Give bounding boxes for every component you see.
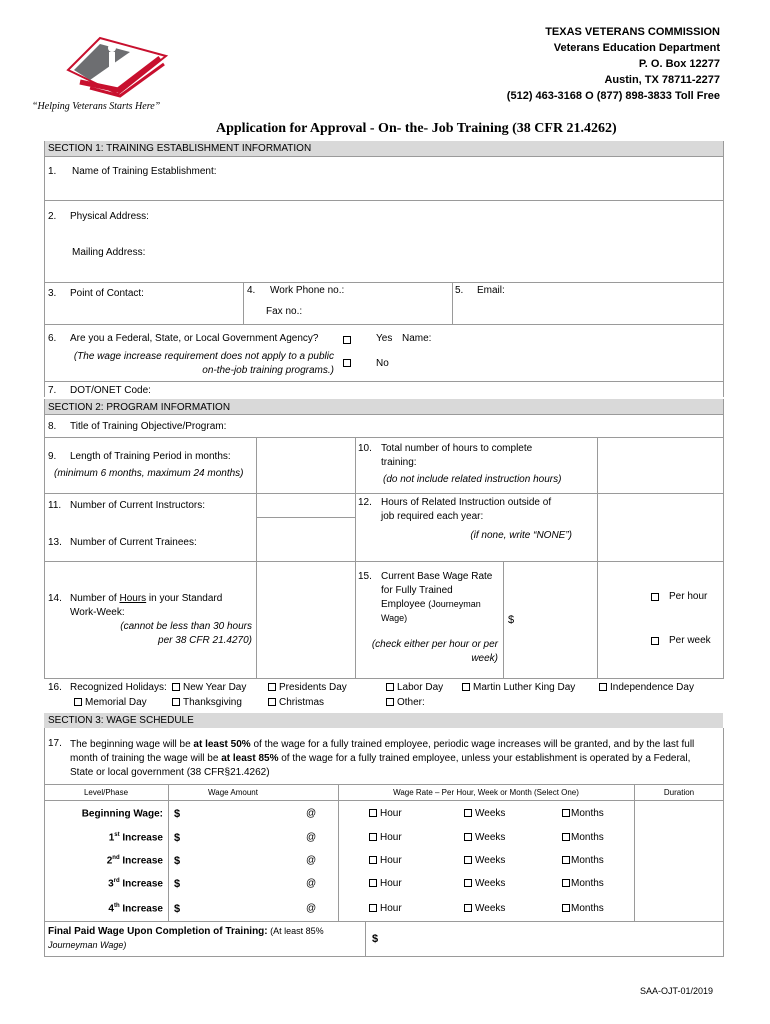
- rate-weeks-option[interactable]: [464, 855, 505, 866]
- agency-box: P. O. Box 12277: [638, 58, 720, 70]
- checkbox-icon: [74, 698, 82, 706]
- rate-hour-label: Hour: [380, 808, 402, 819]
- gov-yes-label: Yes: [376, 333, 393, 344]
- q14-note-1: (cannot be less than 30 hours: [120, 621, 252, 632]
- wage-at-sign: @: [306, 903, 317, 914]
- section-3-title: SECTION 3: WAGE SCHEDULE: [48, 715, 194, 726]
- checkbox-icon: [562, 904, 570, 912]
- gov-name-label: Name:: [402, 333, 432, 344]
- q17-text-c: of the wage for a fully trained employee, periodic wage increases will be granted, and by the last full: [250, 739, 695, 750]
- wage-dollar: $: [174, 903, 181, 915]
- trainees-field[interactable]: [258, 520, 353, 558]
- rate-hour-option[interactable]: [369, 878, 402, 889]
- q11-number: 11.: [48, 500, 62, 511]
- form-code: SAA-OJT-01/2019: [640, 986, 714, 996]
- wage-dollar: $: [174, 878, 181, 890]
- final-wage-dollar: $: [372, 933, 379, 945]
- q17-text-d: month of training the wage will be: [70, 753, 222, 764]
- q15-label-3: [381, 599, 481, 610]
- q15-text-employee: Employee: [381, 599, 426, 610]
- rate-hour-option[interactable]: [369, 832, 402, 843]
- rate-weeks-label: Weeks: [475, 878, 506, 889]
- per-week-label: Per week: [669, 635, 711, 646]
- q9-note: (minimum 6 months, maximum 24 months): [54, 468, 244, 479]
- wage-level-label: [44, 878, 163, 889]
- rate-weeks-option[interactable]: [464, 878, 505, 889]
- q7-label: DOT/ONET Code:: [70, 385, 151, 396]
- checkbox-icon: [268, 683, 276, 691]
- q8-label: Title of Training Objective/Program:: [70, 421, 227, 432]
- rate-hour-option[interactable]: [369, 903, 402, 914]
- q15-note-2: week): [471, 653, 498, 664]
- rate-hour-label: Hour: [380, 903, 402, 914]
- checkbox-icon: [599, 683, 607, 691]
- wage-at-sign: @: [306, 855, 317, 866]
- holiday-label: Independence Day: [610, 682, 694, 693]
- rate-months-option[interactable]: [562, 878, 604, 889]
- q17-bold-85: at least 85%: [221, 753, 279, 764]
- level-suffix: Increase: [119, 855, 163, 867]
- holiday-label: Martin Luther King Day: [473, 682, 576, 693]
- q9-label: Length of Training Period in months:: [70, 451, 231, 462]
- rate-months-option[interactable]: [562, 855, 604, 866]
- q13-number: 13.: [48, 537, 62, 548]
- q14-text-a: Number of: [70, 593, 120, 604]
- rate-weeks-label: Weeks: [475, 808, 506, 819]
- fax-label: Fax no.:: [266, 306, 303, 317]
- level-text: 4: [108, 903, 114, 915]
- level-text: 2: [106, 855, 113, 867]
- checkbox-icon: [369, 833, 377, 841]
- wage-amount-field[interactable]: [184, 900, 294, 918]
- rate-hour-label: Hour: [380, 878, 402, 889]
- level-sup: st: [114, 832, 120, 838]
- holiday-independence[interactable]: [599, 682, 694, 693]
- wage-dollar: $: [174, 832, 181, 844]
- agency-name: TEXAS VETERANS COMMISSION: [545, 26, 720, 38]
- section-1-title: SECTION 1: TRAINING ESTABLISHMENT INFORMATION: [48, 143, 312, 154]
- q9-number: 9.: [48, 451, 57, 462]
- final-wage-note: (At least 85%: [267, 926, 324, 936]
- checkbox-icon: [464, 904, 472, 912]
- work-week-hours-field[interactable]: [258, 564, 353, 676]
- rate-hour-option[interactable]: [369, 855, 402, 866]
- q10-label-1: Total number of hours to complete: [381, 443, 533, 454]
- wage-amount-field[interactable]: [184, 852, 294, 870]
- q3-number: 3.: [48, 288, 57, 299]
- duration-field[interactable]: [637, 805, 721, 823]
- q15-label-4: Wage): [381, 613, 408, 623]
- q5-number: 5.: [455, 285, 464, 296]
- q1-number: 1.: [48, 166, 57, 177]
- related-hours-field[interactable]: [599, 496, 721, 558]
- checkbox-icon: [562, 833, 570, 841]
- checkbox-icon: [562, 856, 570, 864]
- q6-note-1: (The wage increase requirement does not apply to a public: [73, 351, 334, 362]
- wage-at-sign: @: [306, 878, 317, 889]
- q17-text-f: of the wage for a fully trained employee, unless your establishment is operated by a Federal,: [278, 753, 691, 764]
- form-title: Application for Approval - On- the- Job Training (38 CFR 21.4262): [216, 121, 617, 136]
- agency-address: [360, 24, 720, 104]
- checkbox-icon: [369, 856, 377, 864]
- checkbox-icon: [369, 809, 377, 817]
- wage-dollar: $: [174, 808, 181, 820]
- total-hours-field[interactable]: [599, 440, 721, 490]
- checkbox-icon: [369, 879, 377, 887]
- q6-number: 6.: [48, 333, 57, 344]
- q17-text: [70, 738, 722, 780]
- base-wage-field[interactable]: [518, 608, 594, 632]
- q12-number: 12.: [358, 497, 372, 508]
- level-suffix: Increase: [119, 903, 163, 915]
- holiday-label: Christmas: [279, 697, 325, 708]
- q15-label-1: Current Base Wage Rate: [381, 571, 493, 582]
- checkbox-icon: [172, 698, 180, 706]
- mailing-address-label: Mailing Address:: [72, 247, 146, 258]
- holiday-new-year[interactable]: [172, 682, 246, 693]
- checkbox-icon: [369, 904, 377, 912]
- q10-number: 10.: [358, 443, 372, 454]
- holiday-label: Memorial Day: [85, 697, 147, 708]
- rate-months-label: Months: [571, 903, 604, 914]
- holiday-memorial[interactable]: [74, 697, 147, 708]
- agency-city: Austin, TX 78711-2277: [604, 74, 720, 86]
- rate-months-label: Months: [571, 832, 604, 843]
- q10-label-2: training:: [381, 457, 417, 468]
- rate-months-option[interactable]: [562, 903, 604, 914]
- instructors-field[interactable]: [258, 496, 353, 515]
- rate-months-label: Months: [571, 878, 604, 889]
- checkbox-icon: [464, 809, 472, 817]
- rate-months-option[interactable]: [562, 808, 604, 819]
- wage-amount-field[interactable]: [184, 805, 294, 823]
- holiday-label: Thanksgiving: [183, 697, 242, 708]
- holiday-thanksgiving[interactable]: [172, 697, 242, 708]
- logo: [60, 30, 170, 100]
- wage-amount-field[interactable]: [184, 829, 294, 847]
- holiday-other[interactable]: [386, 697, 425, 708]
- level-text: 1: [108, 832, 115, 844]
- wage-at-sign: @: [306, 832, 317, 843]
- q6-label: Are you a Federal, State, or Local Government Agency?: [70, 333, 319, 344]
- rate-hour-label: Hour: [380, 855, 402, 866]
- rate-weeks-option[interactable]: [464, 832, 505, 843]
- agency-dept: Veterans Education Department: [553, 42, 720, 54]
- holiday-labor[interactable]: [386, 682, 443, 693]
- q12-note: (if none, write “NONE”): [470, 530, 572, 541]
- q6-note-2: on-the-job training programs.): [202, 365, 334, 376]
- q2-label: Physical Address:: [70, 211, 149, 222]
- training-length-field[interactable]: [258, 440, 353, 490]
- rate-weeks-label: Weeks: [475, 832, 506, 843]
- q12-label-2: job required each year:: [381, 511, 484, 522]
- establishment-name-field[interactable]: [230, 160, 720, 196]
- level-sup: rd: [113, 878, 120, 884]
- q4-number: 4.: [247, 285, 256, 296]
- q14-text-b: in your Standard: [146, 593, 223, 604]
- rate-weeks-label: Weeks: [475, 855, 506, 866]
- q15-text-journeyman: (Journeyman: [428, 599, 481, 609]
- rate-weeks-option[interactable]: [464, 903, 505, 914]
- wage-level-label: [44, 855, 163, 866]
- checkbox-icon: [464, 833, 472, 841]
- q15-label-2: for Fully Trained: [381, 585, 453, 596]
- holiday-presidents[interactable]: [268, 682, 347, 693]
- wage-dollar: $: [174, 855, 181, 867]
- col-level-header: Level/Phase: [83, 788, 129, 797]
- checkbox-icon: [562, 879, 570, 887]
- q14-number: 14.: [48, 593, 62, 604]
- checkbox-icon: [386, 698, 394, 706]
- agency-phone: (512) 463-3168 O (877) 898-3833 Toll Free: [506, 90, 720, 102]
- gov-yes-checkbox[interactable]: [343, 336, 351, 344]
- q14-label-1: [70, 593, 222, 604]
- final-wage-field[interactable]: [382, 926, 720, 952]
- q16-label: Recognized Holidays:: [70, 682, 167, 693]
- section-2-title: SECTION 2: PROGRAM INFORMATION: [48, 402, 231, 413]
- level-suffix: Increase: [119, 832, 163, 844]
- q10-note: (do not include related instruction hours): [383, 474, 562, 485]
- q17-number: 17.: [48, 738, 62, 749]
- q17-bold-50: at least 50%: [193, 739, 251, 750]
- col-duration-header: Duration: [663, 788, 695, 797]
- checkbox-icon: [172, 683, 180, 691]
- rate-hour-option[interactable]: [369, 808, 402, 819]
- level-suffix: Increase: [119, 878, 163, 890]
- q14-text-hours: Hours: [119, 593, 147, 604]
- rate-hour-label: Hour: [380, 832, 402, 843]
- wage-level-label: [44, 903, 163, 914]
- q1-text: Name of Training Establishment: [72, 166, 214, 177]
- physical-address-field[interactable]: [160, 204, 720, 234]
- slogan: “Helping Veterans Starts Here”: [32, 101, 161, 112]
- mailing-address-field[interactable]: [160, 240, 720, 278]
- q14-note-2: per 38 CFR 21.4270): [158, 635, 252, 646]
- q16-number: 16.: [48, 682, 62, 693]
- per-hour-checkbox[interactable]: [651, 593, 659, 601]
- base-wage-dollar: $: [508, 614, 515, 626]
- duration-field[interactable]: [637, 875, 721, 893]
- final-wage-label-2: Journeyman Wage): [48, 940, 127, 950]
- rate-months-option[interactable]: [562, 832, 604, 843]
- gov-no-checkbox[interactable]: [343, 359, 351, 367]
- checkbox-icon: [464, 856, 472, 864]
- q1-label: Name of Training Establishment:: [72, 166, 217, 177]
- checkbox-icon: [386, 683, 394, 691]
- final-wage-bold: Final Paid Wage Upon Completion of Training:: [48, 926, 268, 937]
- per-week-checkbox[interactable]: [651, 637, 659, 645]
- q8-number: 8.: [48, 421, 57, 432]
- checkbox-icon: [562, 809, 570, 817]
- holiday-label: New Year Day: [183, 682, 247, 693]
- q14-label-2: Work-Week:: [70, 607, 125, 618]
- q17-text-g: State or local government (38 CFR§21.4262): [70, 767, 270, 778]
- level-sup: th: [113, 903, 120, 909]
- holiday-mlk[interactable]: [462, 682, 575, 693]
- holiday-label: Labor Day: [397, 682, 444, 693]
- q5-label: Email:: [477, 285, 505, 296]
- duration-field[interactable]: [637, 829, 721, 847]
- q11-label: Number of Current Instructors:: [70, 500, 206, 511]
- q7-number: 7.: [48, 385, 57, 396]
- rate-months-label: Months: [571, 855, 604, 866]
- final-wage-label: [48, 926, 324, 937]
- holiday-label: Other:: [397, 697, 425, 708]
- per-hour-label: Per hour: [669, 591, 708, 602]
- checkbox-icon: [268, 698, 276, 706]
- rate-weeks-label: Weeks: [475, 903, 506, 914]
- col-rate-header: Wage Rate – Per Hour, Week or Month (Select One): [393, 788, 579, 797]
- level-text: Beginning Wage:: [81, 808, 163, 820]
- level-text: 3: [108, 878, 114, 890]
- gov-no-label: No: [376, 358, 389, 369]
- q3-label: Point of Contact:: [70, 288, 144, 299]
- holiday-label: Presidents Day: [279, 682, 347, 693]
- q13-label: Number of Current Trainees:: [70, 537, 197, 548]
- q4-label: Work Phone no.:: [270, 285, 345, 296]
- q17-text-a: The beginning wage will be: [70, 739, 194, 750]
- q2-number: 2.: [48, 211, 57, 222]
- rate-weeks-option[interactable]: [464, 808, 505, 819]
- wage-level-label: [44, 832, 163, 843]
- wage-at-sign: @: [306, 808, 317, 819]
- duration-field[interactable]: [637, 900, 721, 918]
- rate-months-label: Months: [571, 808, 604, 819]
- checkbox-icon: [462, 683, 470, 691]
- checkbox-icon: [464, 879, 472, 887]
- wage-level-label: [44, 808, 163, 819]
- duration-field[interactable]: [637, 852, 721, 870]
- q15-number: 15.: [358, 571, 372, 582]
- col-wage-header: Wage Amount: [208, 788, 258, 797]
- holiday-christmas[interactable]: [268, 697, 324, 708]
- q12-label-1: Hours of Related Instruction outside of: [381, 497, 552, 508]
- level-sup: nd: [112, 855, 120, 861]
- wage-amount-field[interactable]: [184, 875, 294, 893]
- q15-note-1: (check either per hour or per: [371, 639, 498, 650]
